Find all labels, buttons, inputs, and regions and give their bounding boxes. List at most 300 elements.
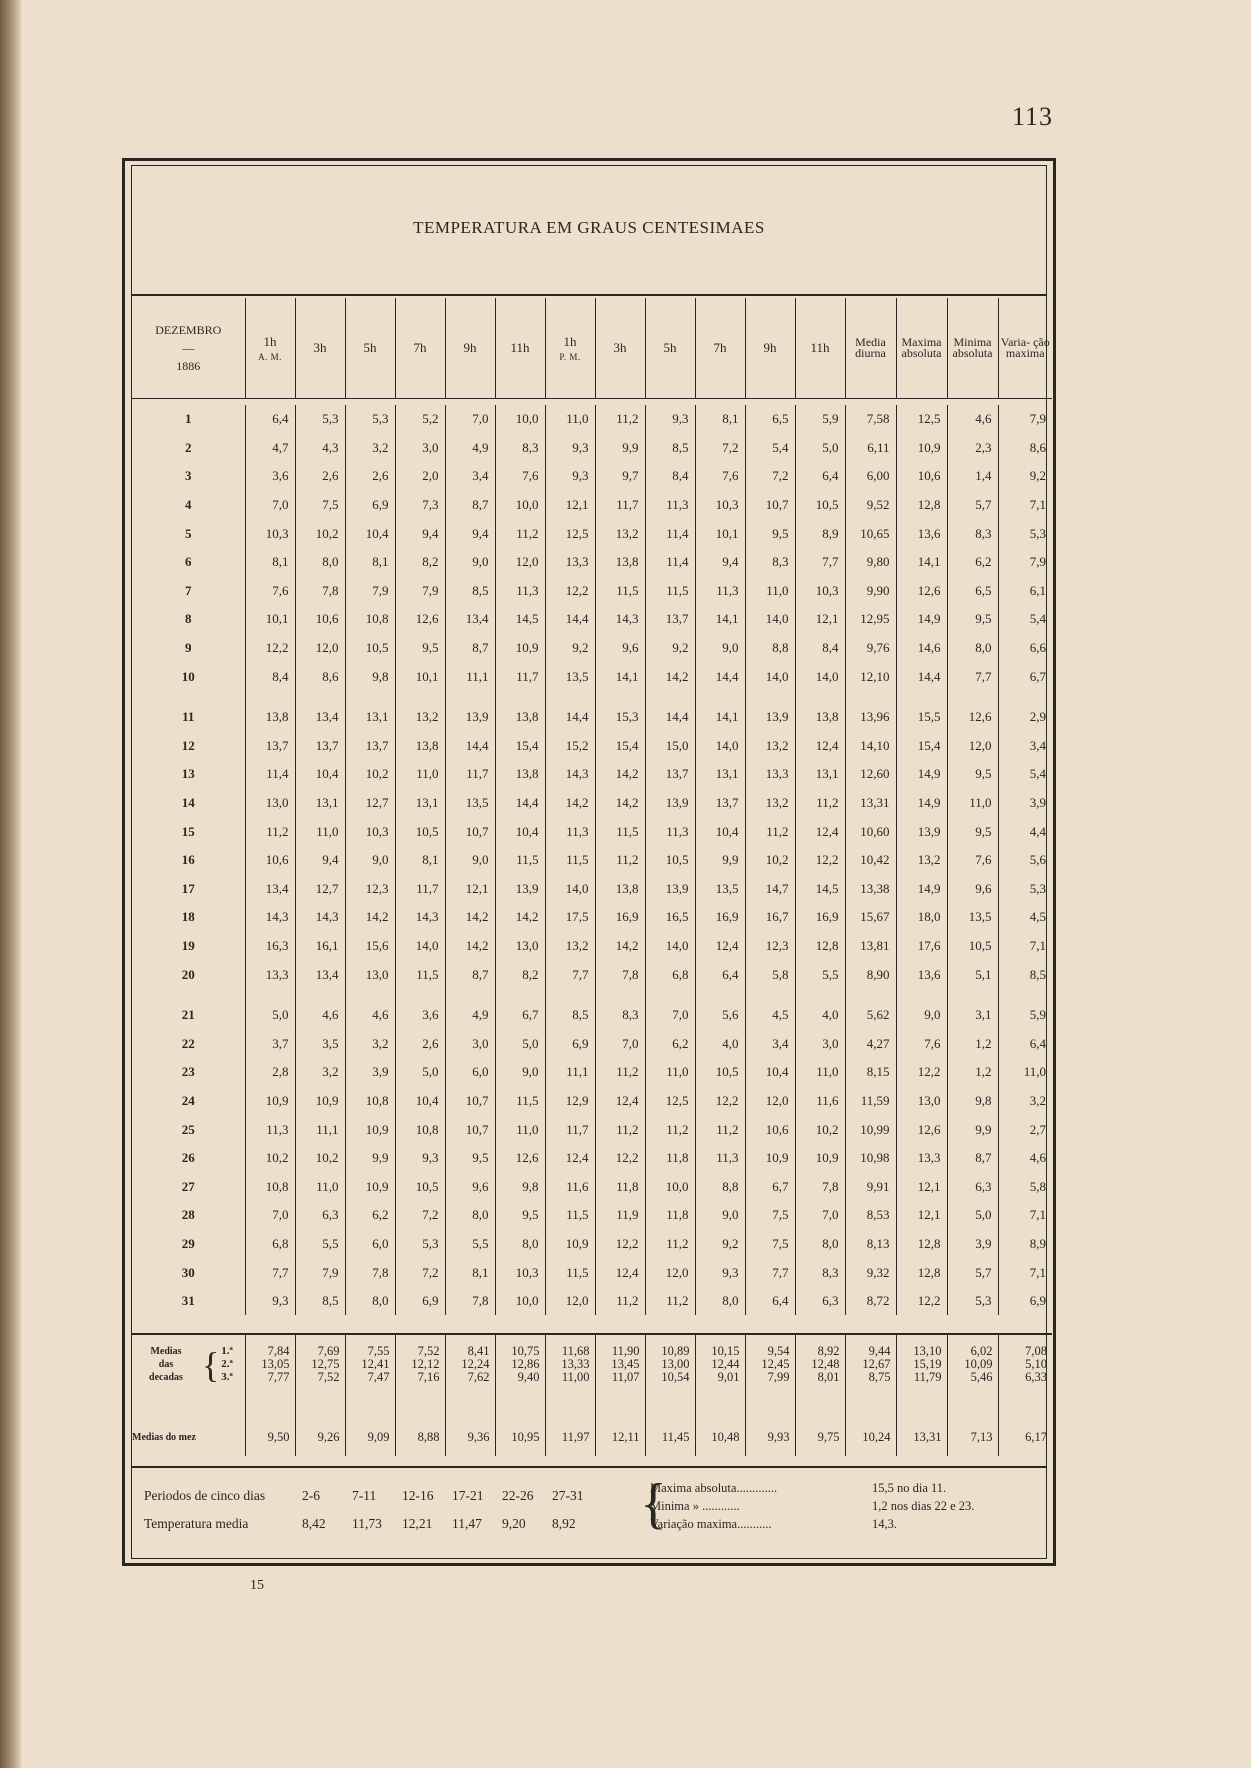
value-cell: 11,8 xyxy=(645,1144,695,1173)
value-cell: 8,5 xyxy=(645,434,695,463)
value-cell: 13,0 xyxy=(345,960,395,989)
summary-line xyxy=(650,1479,974,1497)
decade-mean-value: 13,05 xyxy=(261,1357,290,1371)
value-cell: 7,6 xyxy=(495,462,545,491)
value-cell: 6,2 xyxy=(345,1201,395,1230)
decade-mean-value: 11,00 xyxy=(561,1370,590,1384)
value-cell: 14,3 xyxy=(595,605,645,634)
value-cell: 5,8 xyxy=(998,1172,1052,1201)
decade-mean-value: 13,10 xyxy=(913,1344,942,1358)
decade-gap-row xyxy=(132,989,1052,1001)
decade-mean-value: 10,89 xyxy=(661,1344,690,1358)
value-cell: 13,7 xyxy=(695,789,745,818)
decade-mean-value: 7,69 xyxy=(317,1344,340,1358)
decade-mean-value: 7,55 xyxy=(367,1344,390,1358)
day-cell: 15 xyxy=(181,823,195,839)
value-cell: 10,9 xyxy=(745,1144,795,1173)
value-cell: 4,7 xyxy=(245,434,295,463)
value-cell: 7,0 xyxy=(645,1001,695,1030)
value-cell: 12,6 xyxy=(896,577,947,606)
pm-label: P. M. xyxy=(559,352,581,362)
value-cell: 6,2 xyxy=(947,548,998,577)
value-cell: 14,0 xyxy=(545,875,595,904)
value-cell: 12,60 xyxy=(845,760,896,789)
value-cell: 14,1 xyxy=(695,703,745,732)
value-cell: 13,0 xyxy=(495,932,545,961)
value-cell: 12,2 xyxy=(595,1144,645,1173)
decade-mean-value: 8,75 xyxy=(868,1370,891,1384)
value-cell: 9,76 xyxy=(845,634,896,663)
value-cell: 4,6 xyxy=(295,1001,345,1030)
value-cell: 12,0 xyxy=(295,634,345,663)
value-cell: 11,3 xyxy=(695,1144,745,1173)
table-row xyxy=(132,1144,1052,1173)
value-cell: 7,2 xyxy=(395,1258,445,1287)
value-cell: 16,1 xyxy=(295,932,345,961)
table-row xyxy=(132,1201,1052,1230)
value-cell: 5,4 xyxy=(998,760,1052,789)
month-label: DEZEMBRO xyxy=(155,323,222,337)
value-cell: 5,4 xyxy=(745,434,795,463)
value-cell: 11,0 xyxy=(395,760,445,789)
decade-mean-value: 13,45 xyxy=(611,1357,640,1371)
value-cell: 8,0 xyxy=(947,634,998,663)
value-cell: 13,7 xyxy=(295,732,345,761)
value-cell: 11,8 xyxy=(595,1172,645,1201)
value-cell: 9,0 xyxy=(445,548,495,577)
value-cell: 9,9 xyxy=(345,1144,395,1173)
value-cell: 11,6 xyxy=(795,1087,845,1116)
table-row xyxy=(132,846,1052,875)
value-cell: 10,8 xyxy=(345,1087,395,1116)
month-mean-value: 10,48 xyxy=(695,1426,745,1456)
month-mean-value: 8,88 xyxy=(395,1426,445,1456)
value-cell: 10,42 xyxy=(845,846,896,875)
value-cell: 6,4 xyxy=(245,405,295,434)
value-cell: 5,9 xyxy=(795,405,845,434)
value-cell: 13,8 xyxy=(395,732,445,761)
value-cell: 11,7 xyxy=(595,491,645,520)
value-cell: 12,2 xyxy=(795,846,845,875)
value-cell: 12,2 xyxy=(896,1287,947,1316)
value-cell: 7,7 xyxy=(245,1258,295,1287)
value-cell: 14,7 xyxy=(745,875,795,904)
value-cell: 10,5 xyxy=(395,817,445,846)
month-mean-value: 6,17 xyxy=(998,1426,1052,1456)
value-cell: 7,6 xyxy=(896,1029,947,1058)
value-cell: 7,9 xyxy=(295,1258,345,1287)
value-cell: 7,8 xyxy=(295,577,345,606)
table-row xyxy=(132,634,1052,663)
value-cell: 10,3 xyxy=(795,577,845,606)
value-cell: 10,7 xyxy=(445,1087,495,1116)
summary-brace: { xyxy=(640,1473,667,1535)
value-cell: 12,5 xyxy=(896,405,947,434)
value-cell: 6,8 xyxy=(245,1230,295,1259)
table-row xyxy=(132,1029,1052,1058)
value-cell: 4,3 xyxy=(295,434,345,463)
value-cell: 15,5 xyxy=(896,703,947,732)
value-cell: 9,3 xyxy=(545,434,595,463)
decade-mark: 3.ª xyxy=(221,1371,233,1383)
decade-mean-value: 11,90 xyxy=(611,1344,640,1358)
value-cell: 13,2 xyxy=(395,703,445,732)
value-cell: 14,4 xyxy=(896,662,947,691)
value-cell: 11,2 xyxy=(595,405,645,434)
period-value: 7-11 xyxy=(352,1488,377,1503)
value-cell: 13,2 xyxy=(745,789,795,818)
value-cell: 5,8 xyxy=(745,960,795,989)
decade-mean-value: 8,92 xyxy=(817,1344,840,1358)
value-cell: 3,0 xyxy=(445,1029,495,1058)
value-cell: 13,4 xyxy=(445,605,495,634)
decade-mean-value: 12,75 xyxy=(311,1357,340,1371)
value-cell: 14,9 xyxy=(896,789,947,818)
value-cell: 6,9 xyxy=(345,491,395,520)
value-cell: 10,2 xyxy=(295,1144,345,1173)
value-cell: 5,5 xyxy=(795,960,845,989)
decade-means-cell xyxy=(445,1335,495,1426)
value-cell: 14,4 xyxy=(645,703,695,732)
value-cell: 10,9 xyxy=(545,1230,595,1259)
table-row xyxy=(132,960,1052,989)
value-cell: 14,2 xyxy=(545,789,595,818)
decade-mean-value: 12,67 xyxy=(862,1357,891,1371)
day-cell: 30 xyxy=(181,1264,195,1280)
value-cell: 5,0 xyxy=(795,434,845,463)
value-cell: 13,8 xyxy=(595,548,645,577)
value-cell: 10,2 xyxy=(245,1144,295,1173)
day-cell: 31 xyxy=(181,1293,195,1309)
value-cell: 11,5 xyxy=(595,817,645,846)
value-cell: 12,9 xyxy=(545,1087,595,1116)
value-cell: 5,5 xyxy=(295,1230,345,1259)
decade-means-cell xyxy=(345,1335,395,1426)
value-cell: 16,9 xyxy=(695,903,745,932)
value-cell: 8,1 xyxy=(445,1258,495,1287)
value-cell: 11,5 xyxy=(545,1258,595,1287)
value-cell: 14,0 xyxy=(795,662,845,691)
value-cell: 14,4 xyxy=(445,732,495,761)
decade-mean-value: 13,33 xyxy=(561,1357,590,1371)
value-cell: 12,6 xyxy=(495,1144,545,1173)
value-cell: 10,5 xyxy=(395,1172,445,1201)
value-cell: 14,4 xyxy=(545,605,595,634)
value-cell: 11,5 xyxy=(495,846,545,875)
value-cell: 12,5 xyxy=(545,519,595,548)
value-cell: 12,1 xyxy=(445,875,495,904)
value-cell: 10,5 xyxy=(645,846,695,875)
value-cell: 3,4 xyxy=(445,462,495,491)
value-cell: 11,3 xyxy=(495,577,545,606)
month-mean-value: 9,93 xyxy=(745,1426,795,1456)
table-row xyxy=(132,1058,1052,1087)
decade-mean-value: 7,52 xyxy=(317,1370,340,1384)
value-cell: 7,1 xyxy=(998,1258,1052,1287)
value-cell: 14,0 xyxy=(695,732,745,761)
value-cell: 8,0 xyxy=(695,1287,745,1316)
value-cell: 9,8 xyxy=(495,1172,545,1201)
value-cell: 10,60 xyxy=(845,817,896,846)
value-cell: 13,5 xyxy=(947,903,998,932)
value-cell: 8,53 xyxy=(845,1201,896,1230)
value-cell: 13,8 xyxy=(245,703,295,732)
table-row xyxy=(132,405,1052,434)
value-cell: 12,2 xyxy=(245,634,295,663)
value-cell: 11,0 xyxy=(645,1058,695,1087)
day-cell: 2 xyxy=(185,439,192,455)
value-cell: 11,2 xyxy=(595,1287,645,1316)
value-cell: 1,2 xyxy=(947,1058,998,1087)
value-cell: 8,0 xyxy=(445,1201,495,1230)
decade-mark: 1.ª xyxy=(221,1345,233,1357)
value-cell: 7,8 xyxy=(795,1172,845,1201)
table-frame xyxy=(122,158,1056,1566)
value-cell: 13,0 xyxy=(245,789,295,818)
value-cell: 3,4 xyxy=(745,1029,795,1058)
value-cell: 10,8 xyxy=(245,1172,295,1201)
value-cell: 12,4 xyxy=(795,817,845,846)
value-cell: 11,7 xyxy=(495,662,545,691)
value-cell: 16,9 xyxy=(595,903,645,932)
decade-marks xyxy=(221,1345,233,1384)
value-cell: 10,0 xyxy=(645,1172,695,1201)
value-cell: 13,2 xyxy=(896,846,947,875)
value-cell: 11,3 xyxy=(545,817,595,846)
value-cell: 9,5 xyxy=(445,1144,495,1173)
decade-mean-value: 5,46 xyxy=(970,1370,993,1384)
hour-header: 11h xyxy=(795,298,845,399)
decade-mean-value: 8,41 xyxy=(467,1344,490,1358)
value-cell: 9,9 xyxy=(595,434,645,463)
table-row xyxy=(132,903,1052,932)
value-cell: 8,3 xyxy=(795,1258,845,1287)
decade-mean-value: 13,00 xyxy=(661,1357,690,1371)
value-cell: 14,2 xyxy=(445,932,495,961)
value-cell: 12,0 xyxy=(495,548,545,577)
value-cell: 10,4 xyxy=(295,760,345,789)
value-cell: 13,3 xyxy=(245,960,295,989)
value-cell: 6,3 xyxy=(947,1172,998,1201)
table-row xyxy=(132,548,1052,577)
value-cell: 3,0 xyxy=(395,434,445,463)
value-cell: 7,2 xyxy=(695,434,745,463)
decade-means-cell xyxy=(295,1335,345,1426)
decade-mean-value: 9,40 xyxy=(517,1370,540,1384)
summary-value: 14,3. xyxy=(872,1517,897,1531)
value-cell: 14,1 xyxy=(896,548,947,577)
value-cell: 12,4 xyxy=(695,932,745,961)
value-cell: 14,6 xyxy=(896,634,947,663)
value-cell: 11,4 xyxy=(645,548,695,577)
decade-mean-value: 7,84 xyxy=(267,1344,290,1358)
value-cell: 12,10 xyxy=(845,662,896,691)
value-cell: 14,2 xyxy=(345,903,395,932)
value-cell: 6,4 xyxy=(745,1287,795,1316)
value-cell: 7,0 xyxy=(245,491,295,520)
period-temp-value: 8,42 xyxy=(302,1516,326,1531)
value-cell: 12,95 xyxy=(845,605,896,634)
value-cell: 10,98 xyxy=(845,1144,896,1173)
value-cell: 3,5 xyxy=(295,1029,345,1058)
hour-header: 1h A. M. xyxy=(245,298,295,399)
value-cell: 9,2 xyxy=(645,634,695,663)
value-cell: 9,4 xyxy=(445,519,495,548)
value-cell: 17,5 xyxy=(545,903,595,932)
value-cell: 10,5 xyxy=(695,1058,745,1087)
decade-label-words xyxy=(132,1345,200,1384)
value-cell: 11,2 xyxy=(595,1058,645,1087)
value-cell: 18,0 xyxy=(896,903,947,932)
value-cell: 1,2 xyxy=(947,1029,998,1058)
hour-header: 1h P. M. xyxy=(545,298,595,399)
decade-mean-value: 9,54 xyxy=(767,1344,790,1358)
value-cell: 11,0 xyxy=(998,1058,1052,1087)
value-cell: 9,3 xyxy=(395,1144,445,1173)
decade-mean-value: 10,09 xyxy=(964,1357,993,1371)
value-cell: 3,9 xyxy=(998,789,1052,818)
value-cell: 10,7 xyxy=(445,1115,495,1144)
month-dash: — xyxy=(182,341,195,355)
value-cell: 3,2 xyxy=(998,1087,1052,1116)
value-cell: 8,7 xyxy=(947,1144,998,1173)
table-row xyxy=(132,1287,1052,1316)
value-cell: 14,5 xyxy=(495,605,545,634)
decade-means-cell xyxy=(395,1335,445,1426)
value-cell: 10,6 xyxy=(896,462,947,491)
value-cell: 8,7 xyxy=(445,960,495,989)
value-cell: 9,0 xyxy=(495,1058,545,1087)
value-cell: 12,4 xyxy=(795,732,845,761)
decade-means-cell xyxy=(495,1335,545,1426)
value-cell: 6,3 xyxy=(795,1287,845,1316)
decade-mean-value: 6,02 xyxy=(970,1344,993,1358)
value-cell: 6,0 xyxy=(445,1058,495,1087)
value-cell: 13,2 xyxy=(595,519,645,548)
value-cell: 10,9 xyxy=(345,1172,395,1201)
value-cell: 7,5 xyxy=(745,1230,795,1259)
value-cell: 9,6 xyxy=(595,634,645,663)
summary-key: Variação maxima........... xyxy=(650,1517,772,1531)
value-cell: 13,7 xyxy=(645,760,695,789)
day-cell: 22 xyxy=(181,1035,195,1051)
value-cell: 12,1 xyxy=(545,491,595,520)
value-cell: 11,2 xyxy=(245,817,295,846)
value-cell: 13,8 xyxy=(495,760,545,789)
day-cell: 28 xyxy=(181,1207,195,1223)
value-cell: 10,9 xyxy=(495,634,545,663)
value-cell: 13,3 xyxy=(896,1144,947,1173)
decade-means-label xyxy=(132,1335,245,1426)
value-cell: 13,1 xyxy=(345,703,395,732)
value-cell: 11,1 xyxy=(545,1058,595,1087)
value-cell: 4,5 xyxy=(745,1001,795,1030)
value-cell: 7,8 xyxy=(595,960,645,989)
value-cell: 9,5 xyxy=(745,519,795,548)
value-cell: 10,3 xyxy=(245,519,295,548)
value-cell: 8,5 xyxy=(545,1001,595,1030)
value-cell: 6,4 xyxy=(998,1029,1052,1058)
decade-label-word: das xyxy=(158,1359,174,1370)
value-cell: 9,3 xyxy=(545,462,595,491)
decade-means-cell xyxy=(645,1335,695,1426)
value-cell: 4,6 xyxy=(998,1144,1052,1173)
value-cell: 15,4 xyxy=(495,732,545,761)
value-cell: 7,7 xyxy=(745,1258,795,1287)
page-number: 113 xyxy=(1012,102,1054,131)
value-cell: 11,0 xyxy=(295,817,345,846)
value-cell: 7,0 xyxy=(245,1201,295,1230)
value-cell: 9,5 xyxy=(947,605,998,634)
value-cell: 10,1 xyxy=(245,605,295,634)
value-cell: 9,2 xyxy=(695,1230,745,1259)
value-cell: 8,5 xyxy=(295,1287,345,1316)
value-cell: 2,6 xyxy=(345,462,395,491)
decade-mean-value: 7,16 xyxy=(417,1370,440,1384)
decade-mean-value: 10,75 xyxy=(511,1344,540,1358)
decade-mean-value: 11,79 xyxy=(913,1370,942,1384)
day-cell: 8 xyxy=(185,611,192,627)
periods-label: Periodos de cinco dias xyxy=(144,1488,266,1503)
value-cell: 8,13 xyxy=(845,1230,896,1259)
value-cell: 12,3 xyxy=(745,932,795,961)
maxima-absoluta-header: Maxima absoluta xyxy=(896,298,947,399)
day-cell: 7 xyxy=(185,582,192,598)
value-cell: 13,1 xyxy=(795,760,845,789)
value-cell: 12,2 xyxy=(896,1058,947,1087)
value-cell: 7,0 xyxy=(795,1201,845,1230)
decade-mean-value: 12,41 xyxy=(361,1357,390,1371)
decade-mean-value: 12,45 xyxy=(761,1357,790,1371)
table-row xyxy=(132,1115,1052,1144)
value-cell: 9,0 xyxy=(896,1001,947,1030)
decade-means-cell xyxy=(245,1335,295,1426)
value-cell: 14,3 xyxy=(295,903,345,932)
value-cell: 10,4 xyxy=(395,1087,445,1116)
decade-mean-value: 9,44 xyxy=(868,1344,891,1358)
decade-mean-value: 7,77 xyxy=(267,1370,290,1384)
value-cell: 16,9 xyxy=(795,903,845,932)
period-value: 27-31 xyxy=(552,1488,584,1503)
value-cell: 10,6 xyxy=(245,846,295,875)
value-cell: 10,5 xyxy=(947,932,998,961)
value-cell: 10,1 xyxy=(395,662,445,691)
decade-mark: 2.ª xyxy=(221,1358,233,1370)
value-cell: 15,2 xyxy=(545,732,595,761)
table-row xyxy=(132,434,1052,463)
value-cell: 11,2 xyxy=(795,789,845,818)
value-cell: 10,0 xyxy=(495,491,545,520)
value-cell: 3,6 xyxy=(395,1001,445,1030)
value-cell: 13,2 xyxy=(545,932,595,961)
temperature-table xyxy=(132,298,1052,1315)
value-cell: 16,3 xyxy=(245,932,295,961)
decade-means-row xyxy=(132,1335,1052,1426)
value-cell: 11,2 xyxy=(745,817,795,846)
value-cell: 9,3 xyxy=(645,405,695,434)
value-cell: 5,3 xyxy=(947,1287,998,1316)
value-cell: 9,3 xyxy=(695,1258,745,1287)
value-cell: 11,59 xyxy=(845,1087,896,1116)
decade-mean-value: 7,52 xyxy=(417,1344,440,1358)
value-cell: 7,6 xyxy=(695,462,745,491)
value-cell: 3,2 xyxy=(295,1058,345,1087)
summary-value: 1,2 nos dias 22 e 23. xyxy=(872,1499,975,1513)
value-cell: 15,6 xyxy=(345,932,395,961)
summary-value: 15,5 no dia 11. xyxy=(872,1481,947,1495)
title-rule xyxy=(132,294,1046,296)
value-cell: 6,3 xyxy=(295,1201,345,1230)
